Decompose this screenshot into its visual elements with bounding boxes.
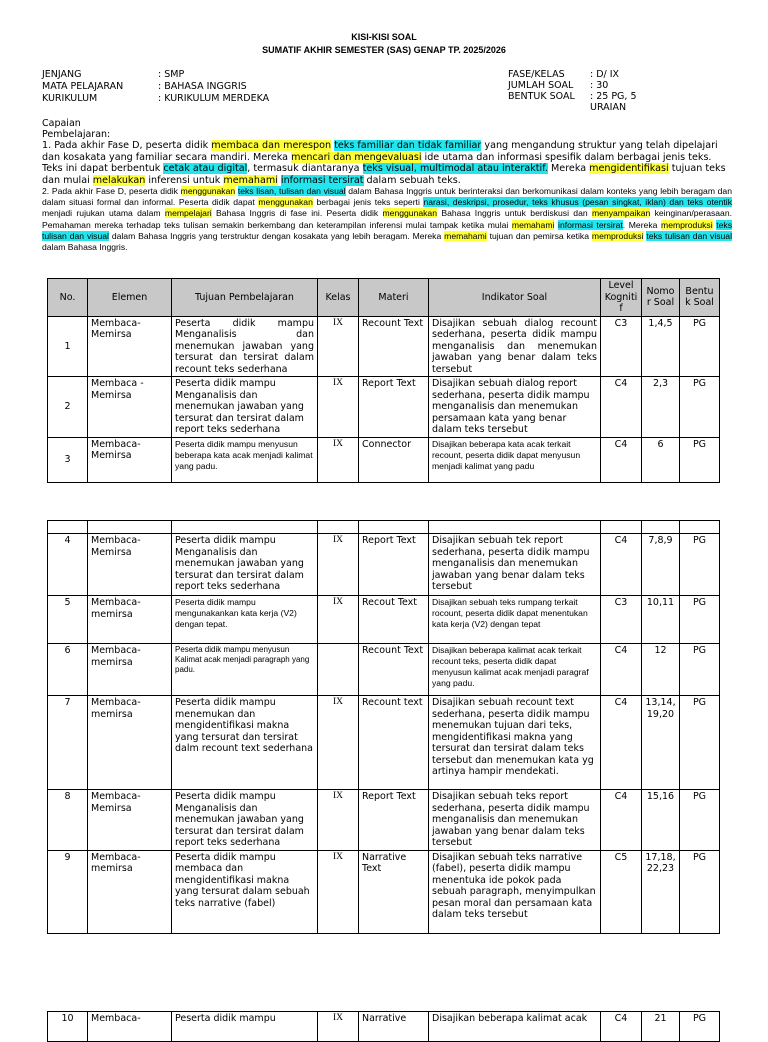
highlighted-phrase: memahami — [223, 174, 278, 186]
row-kelas: IX — [318, 850, 359, 933]
meta-value-jumlah: : 30 — [590, 80, 609, 91]
row-bentuk: PG — [680, 596, 720, 644]
row-materi: Connector — [359, 437, 429, 482]
row-level: C4 — [601, 696, 642, 790]
capaian-paragraph-2 — [42, 186, 732, 253]
row-materi: Report Text — [359, 790, 429, 851]
row-nomor: 10,11 — [642, 596, 680, 644]
row-tujuan: Peserta didik mampu menyusun beberapa kata acak menjadi kalimat yang padu. — [172, 437, 318, 482]
text-run: yang mengandung struktur yang telah dipelajari dan kosakata yang familiar secara mandiri. Mereka — [42, 140, 718, 163]
highlighted-phrase: memahami — [511, 219, 555, 230]
row-bentuk: PG — [680, 696, 720, 790]
row-level: C3 — [601, 596, 642, 644]
row-level: C4 — [601, 644, 642, 696]
row-materi: Report Text — [359, 377, 429, 438]
capaian-label: Capaian — [42, 118, 81, 129]
highlighted-phrase: teks visual, multimodal atau interaktif. — [362, 163, 548, 174]
header-elemen: Elemen — [88, 279, 172, 317]
row-elemen: Membaca-Memirsa — [88, 316, 172, 377]
highlighted-phrase: menggunakan — [382, 208, 437, 219]
row-level: C4 — [601, 377, 642, 438]
row-no: 2 — [48, 377, 88, 438]
meta-value-bentuk: : 25 PG, 5 — [590, 91, 637, 102]
row-materi: Narrative — [359, 1012, 429, 1042]
header-bentuk: Bentu k Soal — [680, 279, 720, 317]
row-tujuan: Peserta didik mampu Menganalisis dan menemukan jawaban yang tersurat dan tersirat dalam report teks sederhana — [172, 377, 318, 438]
meta-value-kurikulum: : KURIKULUM MERDEKA — [158, 93, 270, 104]
document-subtitle: SUMATIF AKHIR SEMESTER (SAS) GENAP TP. 2025/2026 — [262, 45, 506, 55]
row-bentuk: PG — [680, 790, 720, 851]
row-nomor: 12 — [642, 644, 680, 696]
table-row — [48, 644, 720, 696]
table-row — [48, 437, 720, 482]
row-kelas: IX — [318, 596, 359, 644]
row-materi: Recount text — [359, 696, 429, 790]
row-tujuan: Peserta didik mampu mengunakankan kata kerja (V2) dengan tepat. — [172, 596, 318, 644]
text-run: ide utama dan informasi spesifik dalam berbagai jenis teks. Teks ini dapat berbentuk — [42, 151, 712, 174]
header-no: No. — [48, 279, 88, 317]
row-tujuan: Peserta didik mampu — [172, 1012, 318, 1042]
row-indikator: Disajikan beberapa kalimat acak — [429, 1012, 601, 1042]
row-no: 9 — [48, 850, 88, 933]
meta-label-bentuk: BENTUK SOAL — [508, 91, 575, 102]
header-kelas: Kelas — [318, 279, 359, 317]
meta-value-bentuk-2: URAIAN — [590, 102, 627, 113]
row-elemen: Membaca-memirsa — [88, 696, 172, 790]
meta-label-jenjang: JENJANG — [42, 69, 82, 80]
row-nomor: 6 — [642, 437, 680, 482]
capaian-label-2: Pembelajaran: — [42, 129, 111, 140]
row-nomor: 13,14, 19,20 — [642, 696, 680, 790]
text-run: tujuan dan pemirsa ketika — [486, 230, 592, 241]
text-run: Bahasa Inggris di fase ini. Peserta didik — [211, 208, 383, 219]
row-nomor: 7,8,9 — [642, 534, 680, 596]
row-nomor: 2,3 — [642, 377, 680, 438]
header-materi: Materi — [359, 279, 429, 317]
meta-label-mapel: MATA PELAJARAN — [42, 81, 124, 92]
row-kelas: IX — [318, 790, 359, 851]
meta-value-mapel: : BAHASA INGGRIS — [158, 81, 247, 92]
highlighted-phrase: membaca dan merespon — [211, 140, 332, 151]
row-kelas: IX — [318, 316, 359, 377]
row-bentuk: PG — [680, 1012, 720, 1042]
row-kelas: IX — [318, 1012, 359, 1042]
row-no: 10 — [48, 1012, 88, 1042]
table-row — [48, 596, 720, 644]
text-run: dalam Bahasa Inggris untuk berinteraksi dan berkomunikasi dalam konteks yang lebih beragam dan dalam situasi formal dan informal. Peserta didik dapat — [42, 186, 732, 208]
row-nomor: 17,18, 22,23 — [642, 850, 680, 933]
capaian-paragraph-1 — [42, 140, 732, 186]
highlighted-phrase: teks tulisan dan visual — [42, 219, 732, 241]
row-level: C5 — [601, 850, 642, 933]
row-level: C4 — [601, 437, 642, 482]
meta-label-fase: FASE/KELAS — [508, 69, 565, 80]
row-kelas: IX — [318, 377, 359, 438]
highlighted-phrase: melakukan — [92, 174, 146, 186]
document-title: KISI-KISI SOAL — [351, 32, 417, 42]
table-row — [48, 377, 720, 438]
row-tujuan: Peserta didik mampu menemukan dan mengidentifikasi makna yang tersurat dan tersirat dalm recount text sederhana — [172, 696, 318, 790]
meta-value-jenjang: : SMP — [158, 69, 185, 80]
meta-label-jumlah: JUMLAH SOAL — [508, 80, 574, 91]
row-indikator: Disajikan sebuah teks narrative (fabel), peserta didik mampu menentuka ide pokok pada sebuah paragraph, menyimpulkan pesan moral dan persamaan kata dalam teks tersebut — [429, 850, 601, 933]
highlighted-phrase: narasi, deskripsi, prosedur, teks khusus (pesan singkat, iklan) dan teks otentik — [423, 197, 732, 208]
row-tujuan: Peserta didik mampu Menganalisis dan menemukan jawaban yang tersurat dan tersirat dalam report teks sederhana — [172, 534, 318, 596]
text-run: dalam Bahasa Inggris. — [42, 242, 128, 253]
highlighted-phrase: teks tulisan dan visual — [646, 230, 732, 241]
row-level: C4 — [601, 790, 642, 851]
table-spacer-row — [48, 521, 720, 534]
row-indikator: Disajikan sebuah teks report sederhana, peserta didik mampu menganalisis dan menemukan jawaban yang benar dalam teks tersebut — [429, 790, 601, 851]
row-materi: Report Text — [359, 534, 429, 596]
row-elemen: Membaca-memirsa — [88, 596, 172, 644]
row-no: 7 — [48, 696, 88, 790]
row-kelas: IX — [318, 437, 359, 482]
table-row — [48, 696, 720, 790]
table-row — [48, 316, 720, 377]
row-kelas: IX — [318, 534, 359, 596]
row-tujuan: Peserta didik mampu menyusun Kalimat acak menjadi paragraph yang padu. — [172, 644, 318, 696]
row-tujuan: Peserta didik mampu Menganalisis dan menemukan jawaban yang tersurat dan tersirat dalam recount teks sederhana — [172, 316, 318, 377]
highlighted-phrase: mengidentifikasi — [589, 163, 669, 174]
kisi-table-2 — [47, 520, 720, 934]
highlighted-phrase: teks familiar dan tidak familiar — [334, 140, 482, 151]
meta-label-kurikulum: KURIKULUM — [42, 93, 98, 104]
row-materi: Recout Text — [359, 596, 429, 644]
row-bentuk: PG — [680, 316, 720, 377]
header-indikator: Indikator Soal — [429, 279, 601, 317]
row-elemen: Membaca-memirsa — [88, 850, 172, 933]
highlighted-phrase: teks lisan, tulisan dan visual — [237, 186, 346, 196]
row-level: C3 — [601, 316, 642, 377]
text-run: 1. Pada akhir Fase D, peserta didik — [42, 140, 212, 151]
text-run: , termasuk diantaranya — [247, 163, 363, 174]
row-nomor: 15,16 — [642, 790, 680, 851]
row-indikator: Disajikan sebuah dialog recount sederhana, peserta didik mampu menganalisis dan menemukan jawaban yang benar dalam teks tersebut — [429, 316, 601, 377]
kisi-table-1 — [47, 278, 720, 483]
row-elemen: Membaca-memirsa — [88, 644, 172, 696]
highlighted-phrase: cetak atau digital — [163, 163, 248, 174]
row-bentuk: PG — [680, 850, 720, 933]
row-materi: Recount Text — [359, 316, 429, 377]
header-nomor: Nomo r Soal — [642, 279, 680, 317]
row-indikator: Disajikan beberapa kata acak terkait recount, peserta didik dapat menyusun menjadi kalimat yang padu — [429, 437, 601, 482]
text-run: Bahasa Inggris untuk berdiskusi dan — [437, 208, 592, 219]
text-run: dalam Bahasa Inggris yang terstruktur dengan kosakata yang lebih beragam. Mereka — [108, 230, 445, 241]
row-tujuan: Peserta didik mampu membaca dan mengidentifikasi makna yang tersurat dalam sebuah teks narrative (fabel) — [172, 850, 318, 933]
table-row — [48, 1012, 720, 1042]
text-run: Mereka — [547, 163, 590, 174]
table-row — [48, 850, 720, 933]
row-elemen: Membaca-Memirsa — [88, 534, 172, 596]
row-indikator: Disajikan sebuah teks rumpang terkait rocount, peserta didik dapat menentukan kata kerja (V2) dengan tepat — [429, 596, 601, 644]
highlighted-phrase: informasi tersirat — [280, 174, 364, 186]
row-elemen: Membaca-Memirsa — [88, 790, 172, 851]
text-run: . Mereka — [622, 219, 662, 230]
row-elemen: Membaca- — [88, 1012, 172, 1042]
row-level: C4 — [601, 534, 642, 596]
highlighted-phrase: informasi tersirat — [558, 219, 623, 230]
row-elemen: Membaca - Memirsa — [88, 377, 172, 438]
highlighted-phrase: mencari dan mengevaluasi — [291, 151, 422, 163]
header-level: Level Kogniti f — [601, 279, 642, 317]
row-no: 5 — [48, 596, 88, 644]
highlighted-phrase: menggunakan — [180, 186, 236, 196]
row-no: 1 — [48, 316, 88, 377]
row-materi: Recount Text — [359, 644, 429, 696]
text-run: 2. Pada akhir Fase D, peserta didik — [42, 186, 181, 196]
highlighted-phrase: memahami — [444, 230, 487, 241]
meta-value-fase: : D/ IX — [590, 69, 620, 80]
table-row — [48, 790, 720, 851]
row-indikator: Disajikan sebuah recount text sederhana, peserta didik mampu menemukan tujuan dari teks, mengidentifikasi makna yang tersurat dan tersirat dalam teks tersebut dan menemukan kata yg artinya hampir mendekati. — [429, 696, 601, 790]
text-run: tujuan teks dan mulai — [42, 163, 726, 186]
header-tujuan: Tujuan Pembelajaran — [172, 279, 318, 317]
row-no: 3 — [48, 437, 88, 482]
row-elemen: Membaca-Memirsa — [88, 437, 172, 482]
highlighted-phrase: mempelajari — [164, 208, 212, 219]
row-bentuk: PG — [680, 534, 720, 596]
text-run: dalam sebuah teks. — [363, 174, 461, 186]
row-no: 8 — [48, 790, 88, 851]
highlighted-phrase: memproduksi — [661, 219, 713, 230]
row-bentuk: PG — [680, 644, 720, 696]
row-kelas: IX — [318, 696, 359, 790]
table-row — [48, 534, 720, 596]
row-tujuan: Peserta didik mampu Menganalisis dan menemukan jawaban yang tersurat dan tersirat dalam report teks sederhana — [172, 790, 318, 851]
row-nomor: 21 — [642, 1012, 680, 1042]
row-kelas — [318, 644, 359, 696]
row-no: 6 — [48, 644, 88, 696]
row-level: C4 — [601, 1012, 642, 1042]
row-indikator: Disajikan sebuah tek report sederhana, peserta didik mampu menganalisis dan menemukan jawaban yang benar dalam teks tersebut — [429, 534, 601, 596]
table-header-row — [48, 279, 720, 317]
row-no: 4 — [48, 534, 88, 596]
highlighted-phrase: menyampaikan — [591, 208, 651, 219]
row-indikator: Disajikan sebuah dialog report sederhana, peserta didik mampu menganalisis dan menemukan persamaan kata yang benar dalam teks tersebut — [429, 377, 601, 438]
kisi-table-3 — [47, 1011, 720, 1042]
row-materi: Narrative Text — [359, 850, 429, 933]
row-nomor: 1,4,5 — [642, 316, 680, 377]
text-run: berbagai jenis teks seperti — [312, 197, 424, 208]
row-indikator: Disajikan beberapa kalimat acak terkait recount teks, peserta didik dapat menyusun kalimat acak menjadi paragraf yang padu. — [429, 644, 601, 696]
row-bentuk: PG — [680, 437, 720, 482]
text-run: menjadi rujukan utama dalam — [42, 208, 165, 219]
text-run: inferensi untuk — [145, 174, 224, 186]
row-bentuk: PG — [680, 377, 720, 438]
text-run: keinginan/perasaan. Pemahaman mereka terhadap teks tulisan semakin berkembang dan keterampilan inferensi mulai tampak ketika mulai — [42, 208, 732, 230]
highlighted-phrase: memproduksi — [591, 230, 644, 241]
highlighted-phrase: menggunakan — [258, 197, 313, 208]
